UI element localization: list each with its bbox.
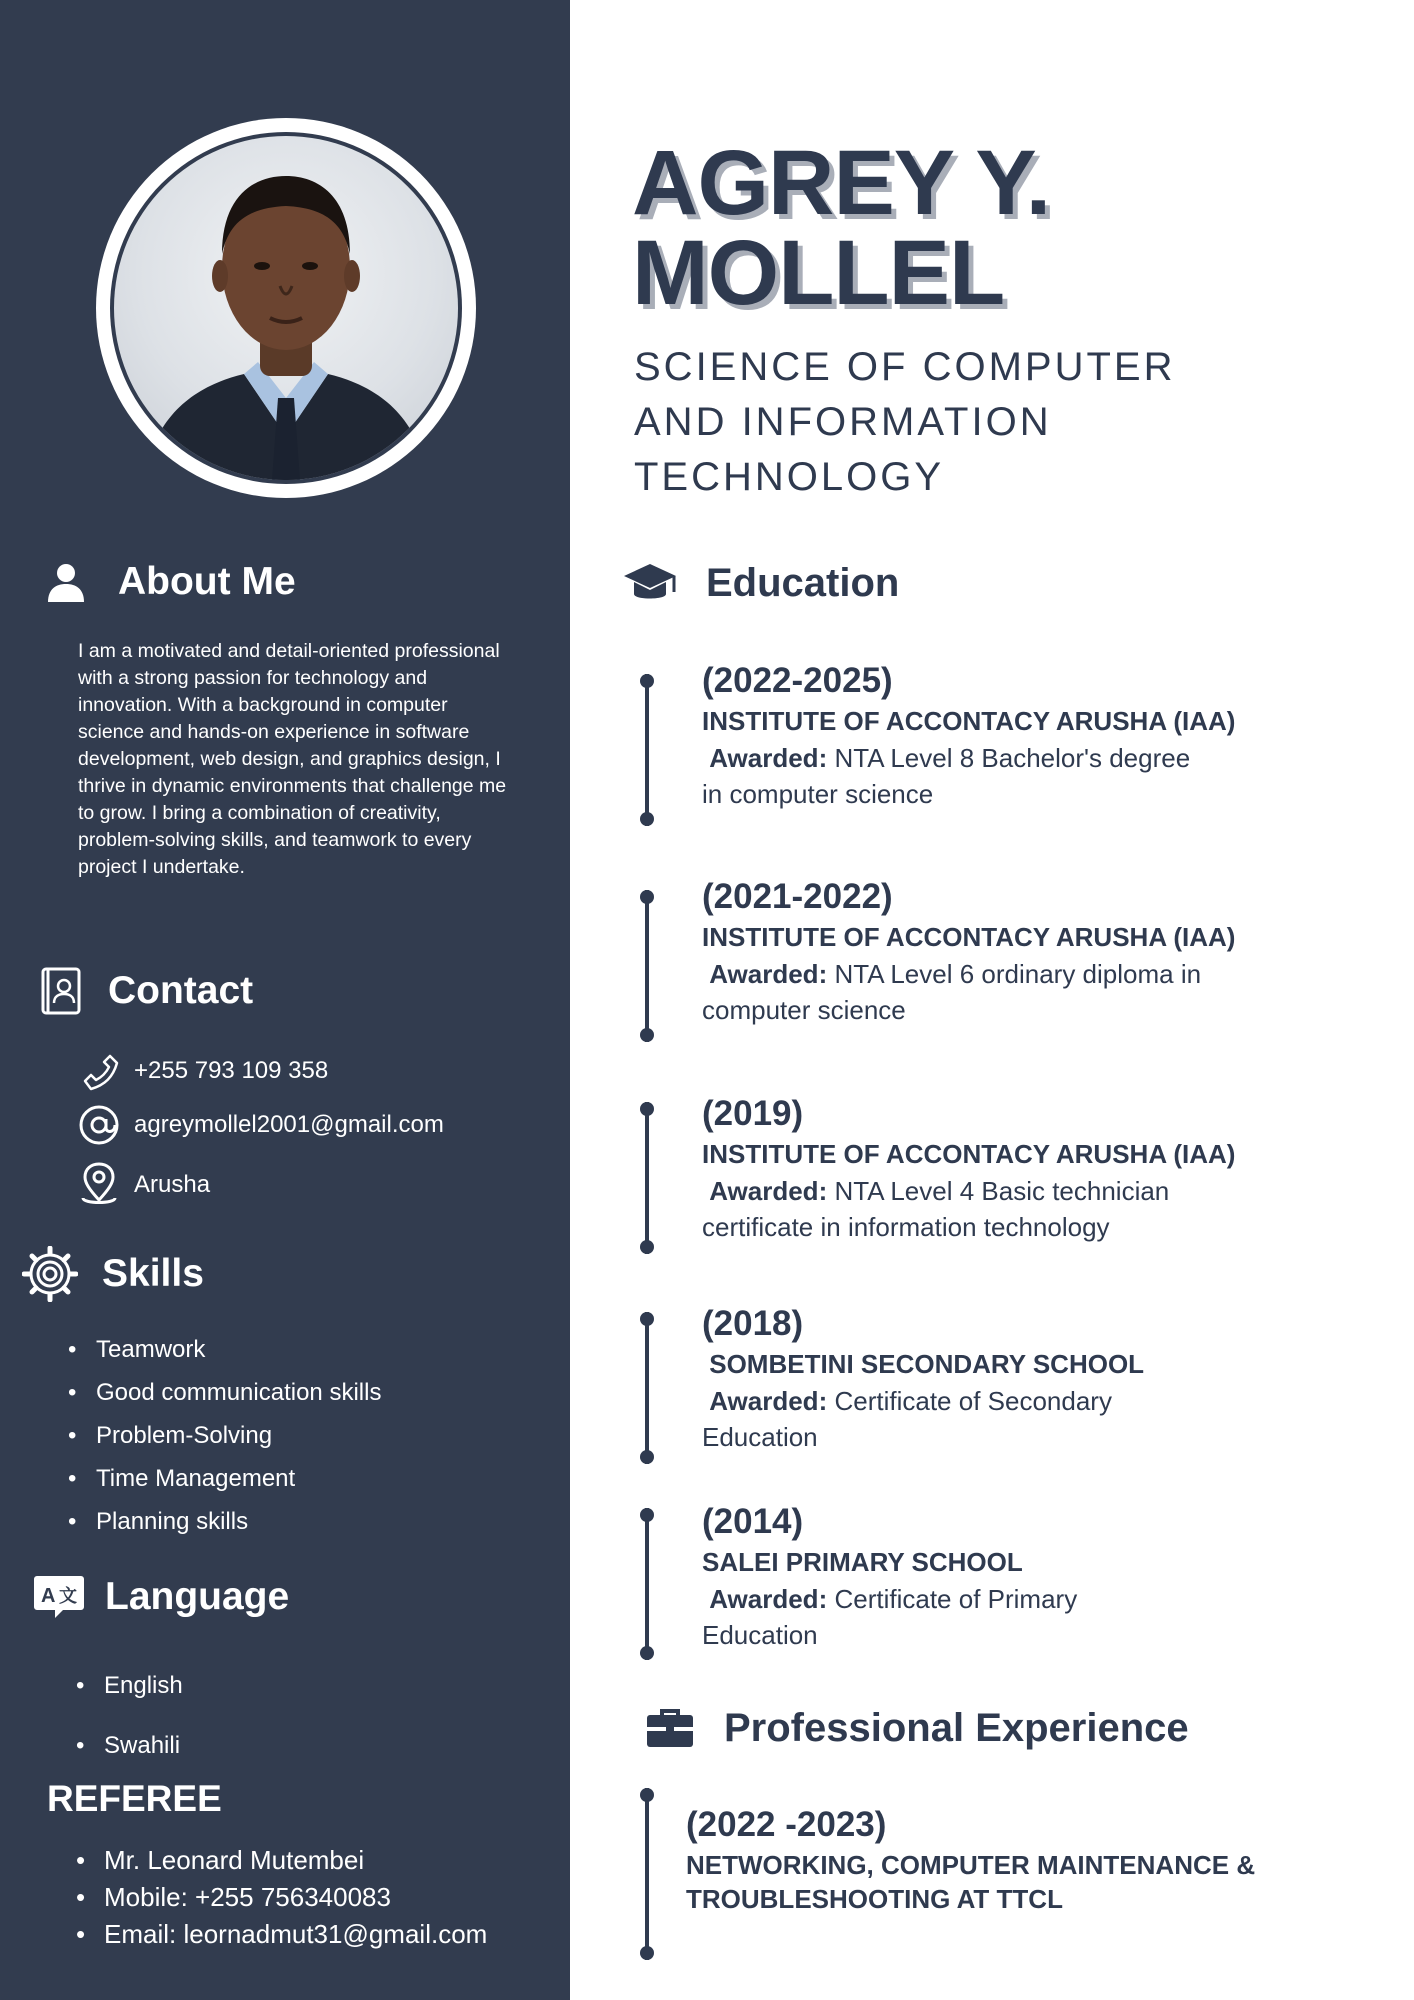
award-line-2: in computer science [702,779,934,809]
awarded-label: Awarded: [709,743,828,773]
education-heading-label: Education [706,560,900,605]
skill-item: • Good communication skills [68,1371,381,1414]
education-years: (2014) [702,1502,804,1541]
referee-item: • Email: leornadmut31@gmail.com [76,1916,487,1953]
education-award [702,1173,1292,1245]
language-item: • Swahili [76,1716,183,1776]
experience-role [686,1848,1276,1916]
education-institution: SOMBETINI SECONDARY SCHOOL [709,1349,1145,1379]
experience-years: (2022 -2023) [686,1805,887,1844]
education-years: (2019) [702,1094,804,1133]
education-entry [702,1303,1292,1455]
award-line-1: NTA Level 6 ordinary diploma in [834,959,1202,989]
full-name [632,132,1352,324]
award-line-2: computer science [702,995,906,1025]
sidebar [0,0,570,2000]
svg-text:A: A [41,1585,56,1607]
timeline-bar [640,890,654,1042]
title-line-3: TECHNOLOGY [634,455,945,499]
contact-location-text: Arusha [134,1171,211,1198]
graduation-cap-icon [622,560,678,606]
education-years: (2022-2025) [702,661,893,700]
experience-heading [646,1706,1189,1751]
award-line-2: Education [702,1422,818,1452]
award-line-2: certificate in information technology [702,1212,1110,1242]
timeline-bar [640,1508,654,1660]
skills-heading-label: Skills [102,1252,204,1295]
award-line-1: Certificate of Secondary [834,1386,1112,1416]
awarded-label: Awarded: [709,1584,828,1614]
contact-location [76,1162,210,1208]
education-years: (2021-2022) [702,877,893,916]
education-award [702,1383,1292,1455]
name-line-2: MOLLEL [632,222,1005,324]
awarded-label: Awarded: [709,959,828,989]
at-icon [76,1102,122,1148]
education-years: (2018) [702,1304,804,1343]
translate-icon [33,1574,85,1620]
referee-item: • Mobile: +255 756340083 [76,1879,487,1916]
award-line-1: Certificate of Primary [834,1584,1078,1614]
skill-item: • Teamwork [68,1328,381,1371]
about-text: I am a motivated and detail-oriented professional with a strong passion for technology and innovation. With a background in computer science and hands-on experience in software development, web design, and graphics design, I thrive in dynamic environments that challenge me to grow. I bring a combination of creativity, problem-solving skills, and teamwork to every project I undertake. [78,640,507,878]
referee-item: • Mr. Leonard Mutembei [76,1842,487,1879]
skills-list [68,1328,381,1543]
role-line-1: NETWORKING, COMPUTER MAINTENANCE & [686,1850,1256,1880]
title-line-1: SCIENCE OF COMPUTER [634,345,1176,389]
language-heading-label: Language [105,1575,290,1618]
timeline-bar [640,1312,654,1464]
timeline-bar [640,1102,654,1254]
experience-heading-label: Professional Experience [724,1706,1189,1750]
profile-photo [110,132,462,484]
skills-heading [22,1246,204,1302]
education-entry [702,660,1292,812]
timeline-bar [640,674,654,826]
contact-heading-label: Contact [108,969,254,1012]
referee-heading: REFEREE [47,1778,222,1819]
about-heading-label: About Me [118,560,296,603]
phone-icon [76,1048,122,1094]
title-line-2: AND INFORMATION [634,400,1052,444]
education-award [702,1581,1292,1653]
education-award [702,956,1292,1028]
awarded-label: Awarded: [709,1386,828,1416]
award-line-1: NTA Level 8 Bachelor's degree [834,743,1191,773]
contact-heading [38,966,253,1016]
gear-icon [22,1246,78,1302]
contact-phone[interactable] [76,1048,328,1094]
location-pin-icon [76,1162,122,1208]
language-heading [33,1574,289,1620]
education-institution: SALEI PRIMARY SCHOOL [702,1547,1023,1577]
role-line-2: TROUBLESHOOTING AT TTCL [686,1884,1063,1914]
skill-item: • Problem-Solving [68,1414,381,1457]
awarded-label: Awarded: [709,1176,828,1206]
svg-text:文: 文 [59,1586,77,1607]
skill-item: • Planning skills [68,1500,381,1543]
experience-entry [686,1804,1276,1916]
contact-email-text: agreymollel2001@gmail.com [134,1111,444,1138]
education-entry [702,1093,1292,1245]
award-line-1: NTA Level 4 Basic technician [834,1176,1170,1206]
education-entry [702,1501,1292,1653]
education-institution: INSTITUTE OF ACCONTACY ARUSHA (IAA) [702,922,1236,952]
award-line-2: Education [702,1620,818,1650]
contact-phone-text: +255 793 109 358 [134,1057,329,1084]
contact-book-icon [38,966,82,1016]
education-award [702,740,1292,812]
skill-item: • Time Management [68,1457,381,1500]
education-institution: INSTITUTE OF ACCONTACY ARUSHA (IAA) [702,1139,1236,1169]
user-icon [44,560,88,604]
about-heading [44,560,296,604]
contact-email[interactable] [76,1102,444,1148]
language-item: • English [76,1656,183,1716]
job-title [634,340,1194,505]
education-institution: INSTITUTE OF ACCONTACY ARUSHA (IAA) [702,706,1236,736]
name-line-1: AGREY Y. [632,132,1051,234]
education-heading [622,560,899,606]
timeline-bar [640,1788,654,1960]
language-list [76,1656,183,1776]
briefcase-icon [646,1709,694,1749]
referee-list [76,1842,487,1953]
education-entry [702,876,1292,1028]
